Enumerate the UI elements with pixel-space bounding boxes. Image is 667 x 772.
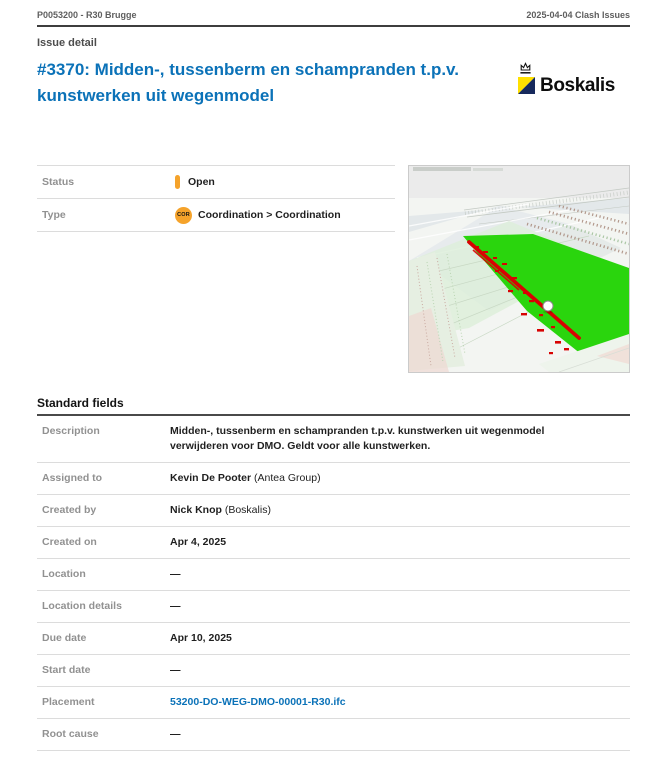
boskalis-logo <box>518 62 615 94</box>
field-row-description <box>37 416 630 463</box>
field-label: Created on <box>42 536 97 548</box>
field-value: Apr 4, 2025 <box>170 536 227 548</box>
field-label: Description <box>42 425 100 437</box>
field-value: — <box>170 664 181 676</box>
status-row <box>37 166 395 199</box>
assignee-name: Kevin De Pooter <box>170 472 252 484</box>
field-value: — <box>170 600 181 612</box>
field-value <box>170 471 630 486</box>
header-project-name: P0053200 - R30 Brugge <box>37 10 137 20</box>
field-row-start-date <box>37 655 630 687</box>
status-open-indicator-icon <box>175 175 180 189</box>
section-label: Issue detail <box>37 37 97 49</box>
status-value <box>175 175 215 189</box>
field-label: Location details <box>42 600 122 612</box>
field-row-due-date <box>37 623 630 655</box>
field-value <box>170 695 630 710</box>
snapshot-3d-render <box>409 166 629 372</box>
creator-org: (Boskalis) <box>224 504 271 516</box>
field-label: Root cause <box>42 728 99 740</box>
standard-fields-table <box>37 414 630 751</box>
type-label: Type <box>42 209 66 221</box>
placement-file-link[interactable]: 53200-DO-WEG-DMO-00001-R30.ifc <box>170 696 346 708</box>
type-value <box>175 207 341 224</box>
field-value: Apr 10, 2025 <box>170 632 232 644</box>
status-value-text: Open <box>188 176 215 188</box>
field-label: Start date <box>42 664 91 676</box>
logo-text: Boskalis <box>540 75 615 96</box>
status-label: Status <box>42 176 75 188</box>
type-value-text: Coordination > Coordination <box>198 209 341 221</box>
field-row-location-details <box>37 591 630 623</box>
field-label: Assigned to <box>42 472 103 484</box>
crown-icon <box>519 62 532 75</box>
header-report-name: 2025-04-04 Clash Issues <box>526 10 630 20</box>
field-value: — <box>170 568 181 580</box>
field-label: Due date <box>42 632 87 644</box>
document-header <box>37 10 630 27</box>
field-label: Location <box>42 568 86 580</box>
field-row-created-by <box>37 495 630 527</box>
type-row <box>37 199 395 232</box>
field-label: Created by <box>42 504 97 516</box>
logo-flag-icon <box>518 77 535 94</box>
creator-name: Nick Knop <box>170 504 222 516</box>
field-label: Placement <box>42 696 95 708</box>
issue-viewpoint-snapshot <box>408 165 630 373</box>
coordination-type-badge: COR <box>175 207 192 224</box>
assignee-org: (Antea Group) <box>254 472 321 484</box>
field-value: Midden-, tussenberm en schampranden t.p.v. kunstwerken uit wegenmodel verwijderen voor DMO. Geldt voor alle kunstwerken. <box>170 425 545 452</box>
summary-table <box>37 165 395 232</box>
standard-fields-heading: Standard fields <box>37 396 124 410</box>
field-value: — <box>170 728 181 740</box>
issue-title: #3370: Midden-, tussenberm en schampranden t.p.v. kunstwerken uit wegenmodel <box>37 60 459 105</box>
field-row-placement <box>37 687 630 719</box>
field-row-assigned-to <box>37 463 630 495</box>
field-row-root-cause <box>37 719 630 751</box>
field-row-location <box>37 559 630 591</box>
field-value <box>170 503 630 518</box>
field-row-created-on <box>37 527 630 559</box>
